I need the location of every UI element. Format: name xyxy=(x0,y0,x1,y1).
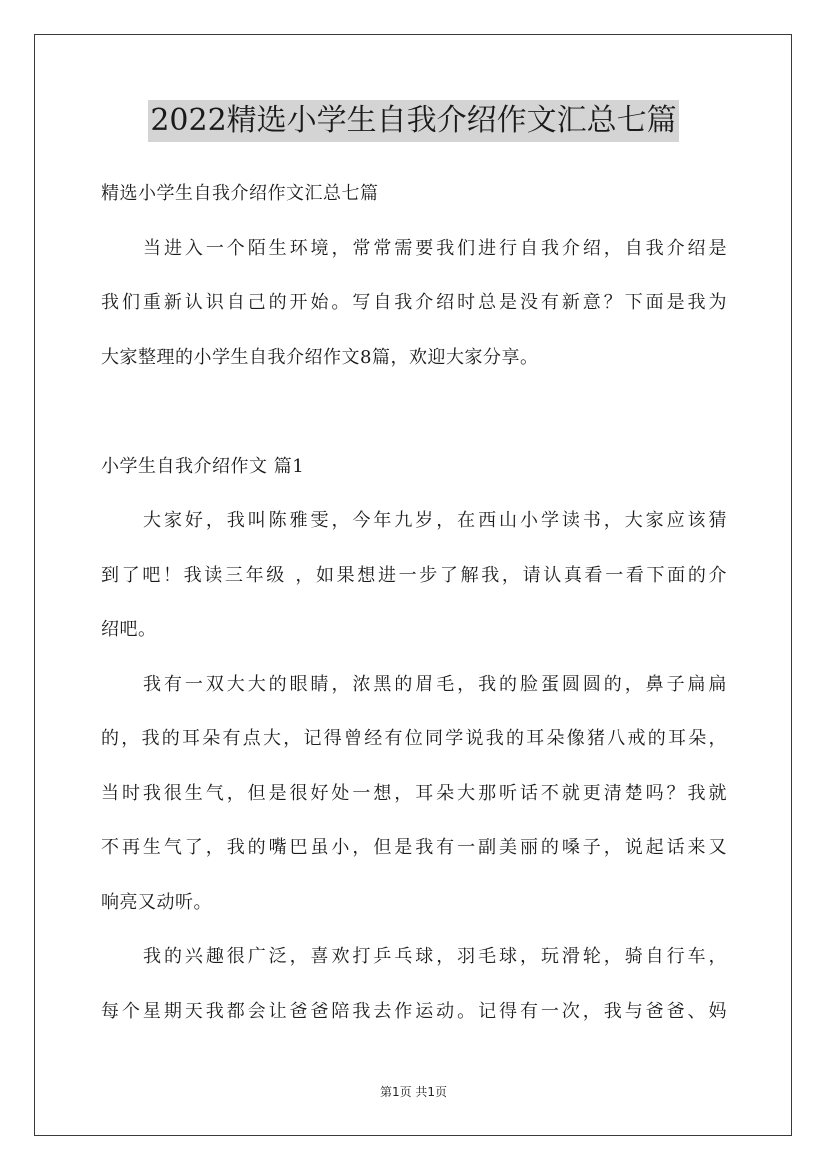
paragraph-line: 大家好，我叫陈雅雯，今年九岁，在西山小学读书，大家应该猜 xyxy=(143,510,727,531)
paragraph-line: 不再生气了，我的嘴巴虽小，但是我有一副美丽的嗓子，说起话来又 xyxy=(101,837,727,858)
paragraph-line: 当时我很生气，但是很好处一想，耳朵大那听话不就更清楚吗？我就 xyxy=(101,782,727,804)
paragraph-line: 的，我的耳朵有点大，记得曾经有位同学说我的耳朵像猪八戒的耳朵， xyxy=(101,728,727,749)
section-heading: 小学生自我介绍作文 篇1 xyxy=(101,455,305,477)
page-footer: 第1页 共1页 xyxy=(379,1085,448,1099)
paragraph-line: 我有一双大大的眼睛，浓黑的眉毛，我的脸蛋圆圆的，鼻子扁扁 xyxy=(143,673,727,695)
intro-line: 当进入一个陌生环境，常常需要我们进行自我介绍，自我介绍是 xyxy=(143,237,727,259)
paragraph-line: 到了吧！我读三年级 ，如果想进一步了解我，请认真看一看下面的介 xyxy=(101,564,727,586)
document-subtitle: 精选小学生自我介绍作文汇总七篇 xyxy=(101,183,379,204)
spacer xyxy=(101,389,727,444)
document-body xyxy=(101,171,727,1043)
paragraph-line: 我的兴趣很广泛，喜欢打乒乓球，羽毛球，玩滑轮，骑自行车， xyxy=(143,946,727,967)
intro-line: 我们重新认识自己的开始。写自我介绍时总是没有新意？下面是我为 xyxy=(101,292,727,313)
document-title-wrapper xyxy=(0,100,827,142)
paragraph-line: 响亮又动听。 xyxy=(101,891,212,913)
paragraph-line: 绍吧。 xyxy=(101,619,157,640)
intro-line: 大家整理的小学生自我介绍作文8篇，欢迎大家分享。 xyxy=(101,346,539,368)
paragraph-line: 每个星期天我都会让爸爸陪我去作运动。记得有一次，我与爸爸、妈 xyxy=(101,1000,727,1022)
document-title: 2022精选小学生自我介绍作文汇总七篇 xyxy=(148,100,678,142)
